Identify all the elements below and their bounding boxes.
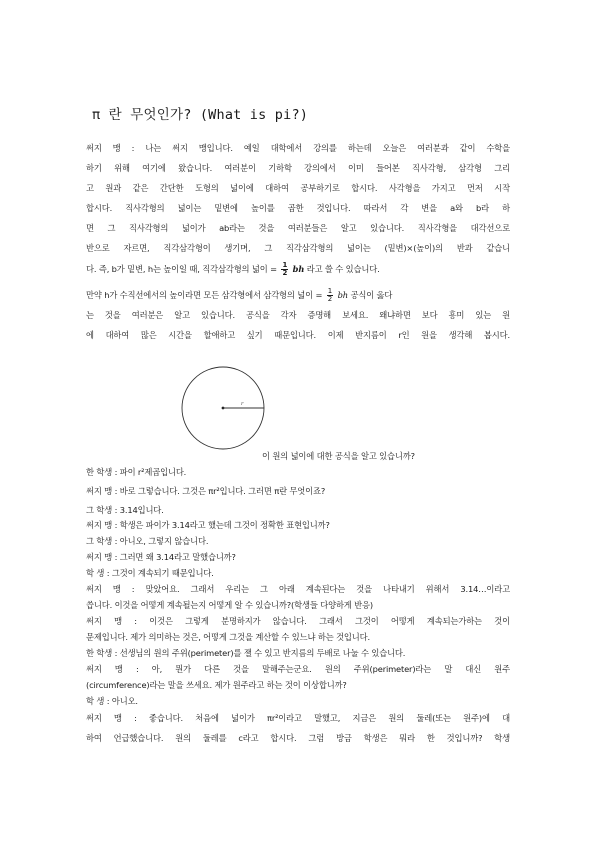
figure-caption: 이 원의 넓이에 대한 공식을 알고 있습니까?: [262, 451, 415, 461]
formula-line-text: 다. 즉, b가 밑변, h는 높이일 때, 직각삼각형의 넓이 =: [86, 264, 277, 274]
paragraph-line: 반으로 자르면, 직각삼각형이 생기며, 그 직각삼각형의 넓이는 (밑변)×(높이)의 반과 같습니: [86, 243, 510, 253]
dialogue-line: 써지 맹 : 바로 그렇습니다. 그것은 πr²입니다. 그러면 π란 무엇이죠?: [86, 486, 326, 496]
dialogue-line: 써지 맹 : 아, 뭔가 다른 것을 말해주는군요. 원의 주위(perimeter)라는 말 대신 원주: [86, 664, 510, 674]
formula-expression: bh: [337, 290, 348, 300]
formula-line-text: 공식이 옳다: [350, 290, 393, 300]
dialogue-line: 써지 맹 : 좋습니다. 처음에 넓이가 πr²이라고 말했고, 지금은 원의 둘레(또는 원주)에 대: [86, 713, 510, 723]
formula-expression: bh: [292, 264, 305, 274]
paragraph-line: 에 대하여 많은 시간을 할애하고 싶기 때문입니다. 이제 반지름이 r인 원을 생각해 봅시다.: [86, 330, 510, 340]
paragraph-line: 써지 맹 : 나는 써지 맹입니다. 예일 대학에서 강의를 하는데 오늘은 여러분과 같이 수학을: [86, 143, 510, 153]
dialogue-line: 한 학생 : 파이 r²제곱입니다.: [86, 467, 187, 477]
fraction-numerator: 1: [327, 287, 333, 295]
dialogue-line: 하여 언급했습니다. 원의 둘레를 c라고 합시다. 그럼 방금 학생은 뭐라 한 것입니까? 학생: [86, 733, 510, 743]
radius-label: r: [241, 401, 244, 407]
fraction-denominator: 2: [282, 269, 288, 277]
fraction: [327, 288, 333, 303]
dialogue-line: 문제입니다. 제가 의미하는 것은, 어떻게 그것을 계산할 수 있느냐 하는 것입니다.: [86, 632, 371, 642]
dialogue-line: 학 생 : 아니오.: [86, 696, 138, 706]
dialogue-line: 써지 맹 : 이것은 그렇게 분명하지가 않습니다. 그래서 그것이 어떻게 계속되는가하는 것이: [86, 616, 510, 626]
paragraph-line: 는 것을 여러분은 알고 있습니다. 공식을 각자 증명해 보세요. 왜냐하면 보다 흥미 있는 원: [86, 310, 510, 320]
circle-figure: [180, 365, 266, 451]
formula-line: [86, 288, 392, 303]
dialogue-line: 그 학생 : 아니오, 그렇지 않습니다.: [86, 536, 209, 546]
dialogue-line: 그 학생 : 3.14입니다.: [86, 505, 164, 515]
dialogue-line: 씁니다. 이것을 어떻게 계속될는지 어떻게 알 수 있습니까?(학생들 다양하게 반응): [86, 600, 373, 610]
page-title: π 란 무엇인가? (What is pi?): [92, 107, 309, 123]
formula-line-text: 만약 h가 수직선에서의 높이라면 모든 삼각형에서 삼각형의 넓이 =: [86, 290, 323, 300]
dialogue-line: 써지 맹 : 그러면 왜 3.14라고 말했습니까?: [86, 552, 236, 562]
paragraph-line: 고 원과 같은 간단한 도형의 넓이에 대하여 공부하기로 합시다. 사각형을 가지고 먼저 시작: [86, 183, 510, 193]
formula-line: [86, 262, 380, 277]
dialogue-line: 학 생 : 그것이 계속되기 때문입니다.: [86, 568, 214, 578]
fraction-numerator: 1: [282, 261, 288, 269]
dialogue-line: 써지 맹 : 맞았어요. 그래서 우리는 그 아래 계속된다는 것을 나타내기 위해서 3.14…이라고: [86, 584, 510, 594]
fraction: [281, 262, 288, 277]
formula-line-text: 라고 쓸 수 있습니다.: [306, 264, 380, 274]
dialogue-line: 써지 맹 : 학생은 파이가 3.14라고 했는데 그것이 정확한 표현입니까?: [86, 520, 330, 530]
dialogue-line: 한 학생 : 선생님의 원의 주위(perimeter)를 잴 수 있고 반지름의 두배로 나눌 수 있습니다.: [86, 648, 406, 658]
paragraph-line: 합시다. 직사각형의 넓이는 밑변에 높이를 곱한 것입니다. 따라서 각 변을 a와 b라 하: [86, 203, 510, 213]
fraction-denominator: 2: [327, 295, 333, 303]
paragraph-line: 하기 위해 여기에 왔습니다. 여러분이 기하학 강의에서 이미 들어본 직사각형, 삼각형 그리: [86, 163, 510, 173]
dialogue-line: (circumference)라는 말을 쓰세요. 제가 원주라고 하는 것이 이상합니까?: [86, 680, 347, 690]
paragraph-line: 면 그 직사각형의 넓이가 ab라는 것을 여러분들은 알고 있습니다. 직사각형을 대각선으로: [86, 223, 510, 233]
